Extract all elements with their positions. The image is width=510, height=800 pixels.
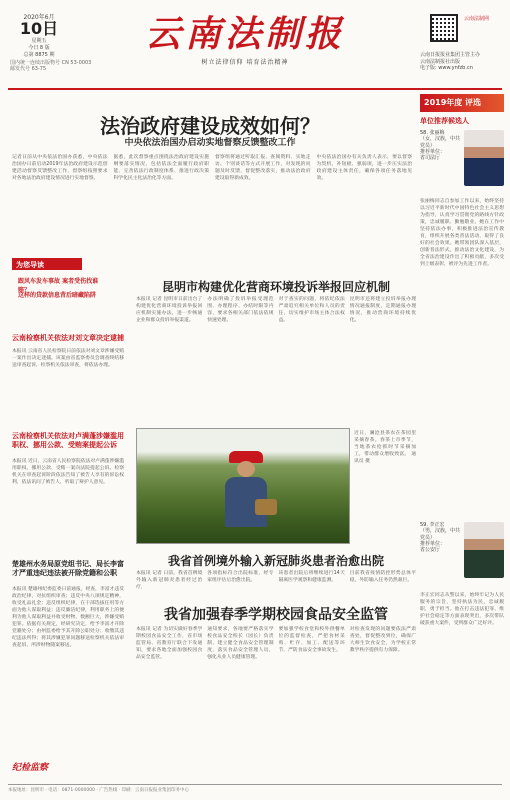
newspaper-slogan: 树立法律信仰 培育法治精神	[201, 59, 289, 66]
lead-paragraph: 督察组将通过听取汇报、查阅资料、实地走访、个别谈话等方式开展工作，对发现的问题及时反馈，督促整改落实，推动法治政府建设取得新成效。	[215, 155, 311, 181]
photo-caption: 近日，澜沧县茶农在茶园里采摘春茶。春茶上市季节，当地茶农抢抓时节采摘加工，带动群众增收致富。 通讯员 摄	[354, 431, 416, 464]
left-headline: 云南检察机关依法对卢满蓬涉嫌滥用职权、挪用公款、受贿案提起公诉	[12, 432, 124, 449]
guide-section-label: 为您导读	[12, 258, 82, 270]
guide-teaser-link[interactable]: 这样的贷款信息背后暗藏陷阱	[18, 292, 97, 299]
left-article-body: 本报讯 楚雄州纪委监委日前通报，经查，李富才违反政治纪律，对抗组织审查；违反中央八项规定精神，收受礼品礼金；违反组织纪律，在干部选拔任用等方面为他人谋取利益；违反廉洁纪律，利用职务上的便利为他人谋取利益并收受财物，数额巨大，涉嫌受贿犯罪。依据有关规定，经研究决定，给予李富才开除党籍处分；由州监委给予其开除公职处分；收缴其违纪违法所得；将其涉嫌犯罪问题移送检察机关依法审查起诉，所涉财物随案移送。	[12, 587, 124, 648]
candidate-section-title: 单位推荐候选人	[420, 117, 469, 125]
candidate-info: 58. 张丽梅 （女，汉族，中共党员） 推荐单位： 省司法厅	[420, 130, 461, 161]
issue-count: 今日 8 版 总第 8875 期	[23, 45, 55, 58]
issue-year-month: 2020年6月	[23, 14, 55, 21]
left-article-body: 本报讯 云南省人民检察院日前依法对刘文章涉嫌受贿一案作出决定逮捕。该案由省监察委员会调查终结移送审查起诉，检察机关依法审查，将依法办理。	[12, 349, 124, 368]
story-headline: 昆明市构建优化营商环境投诉举报回应机制	[161, 280, 390, 294]
story-paragraph: 通知要求，各地要严格落实学校食品安全校长（园长）负责制，建立健全食品安全管理制度，落实食品安全管理人员，强化从业人员健康管理。	[207, 627, 274, 660]
issn-info: 国内统一连续出版物号 CN 53-0003 邮发代号 63-75	[10, 60, 92, 73]
story-body	[136, 296, 416, 424]
story-paragraph: 本报讯 记者 为切实做好春季学期校园食品安全工作，省市场监管局、省教育厅联合下发通知，要求各地全面加强校园食品安全监管。	[136, 627, 203, 660]
story-paragraph: 各项指标符合出院标准，经专家组评估后治愈出院。	[207, 571, 274, 583]
story-paragraph: 昆明市还将建立投诉举报办理情况通报制度，定期通报办理情况，推动营商环境持续优化。	[349, 297, 416, 323]
story-body	[136, 570, 416, 596]
story-headline: 我省加强春季学期校园食品安全监管	[164, 607, 388, 623]
lead-article-body	[12, 154, 412, 252]
column-slogan: 纪检监察	[12, 763, 49, 773]
newspaper-title: 云南法制报	[144, 13, 345, 55]
lead-paragraph: 据悉，此次督察重点围绕法治政府建设实施纲要落实情况，包括依法全面履行政府职能、完善依法行政制度体系、推进行政决策科学化民主化法治化等方面。	[113, 155, 209, 181]
epaper-url: 电子版: www.ynfzb.cn	[420, 64, 473, 71]
left-headline: 楚雄州水务局原党组书记、局长李富才严重违纪违法被开除党籍和公职	[12, 560, 124, 577]
publisher-text: 云南日报报业集团主管主办 云南法制报社出版	[420, 52, 481, 65]
story-paragraph: 对检查发现的问题要依法严肃查处，督促整改到位，确保广大师生饮食安全，为学校正常教学秩序提供有力保障。	[349, 627, 416, 653]
date-box	[10, 12, 68, 58]
page-footer: 本报地址：昆明市 · 电话：0871-0000000 · 广告热线 · 印刷：云南日报报业集团印务中心	[8, 784, 502, 794]
story-paragraph: 本报讯 记者 日前，我省首例境外输入新冠肺炎患者经过治疗，	[136, 571, 203, 590]
photo-face	[237, 461, 255, 477]
candidate-info: 59. 李正宏 （男，汉族，中共党员） 推荐单位： 省公安厅	[420, 522, 461, 553]
website-logo: 云南法制网	[464, 16, 490, 22]
candidate-portrait	[464, 522, 504, 578]
story-paragraph: 本报讯 记者 昆明市日前出台了构建优化营商环境投诉举报回应机制实施办法，进一步畅通企业和群众投诉举报渠道。	[136, 297, 203, 323]
story-paragraph: 目前我省疫情防控形势总体平稳，外防输入任务仍然艰巨。	[349, 571, 416, 583]
lead-paragraph: 记者日前从中央依法治国办获悉，中央依法治国办日前启动2019年法治政府建设示范创建活动督察反馈整改工作，督察组按照要求对各地法治政府建设情况进行实地督察。	[12, 155, 108, 181]
story-body	[136, 626, 416, 766]
masthead-divider	[8, 88, 502, 90]
story-paragraph: 该患者出院后将继续进行14天隔离医学观察和健康监测。	[278, 571, 345, 583]
issue-day: 10日	[19, 19, 59, 38]
award-banner: 2019年度 评选	[420, 94, 504, 112]
guide-teaser-link[interactable]: 跟风车发车事故 案者受伤找谁赔？	[18, 278, 99, 294]
issue-weekday: 星期五	[31, 38, 47, 44]
story-paragraph: 办法明确了投诉举报受理范围、办理程序、办结时限等内容，要求各相关部门依法依规快速处理。	[207, 297, 274, 323]
publisher-info	[420, 46, 506, 77]
left-headline: 云南检察机关依法对刘文章决定逮捕	[12, 334, 124, 342]
lead-subheadline: 中央依法治国办启动实地督察反馈整改工作	[124, 138, 296, 148]
lead-headline: 法治政府建设成效如何？	[100, 114, 320, 138]
story-paragraph: 要加强学校食堂和校外供餐单位的监督检查，严把食材采购、贮存、加工、配送等环节，严防食品安全事故发生。	[278, 627, 345, 653]
candidate-bio: 李正宏同志从警以来，始终牢记为人民服务的宗旨，坚持执法为民，忠诚履职，勇于担当。他在打击违法犯罪、维护社会稳定等方面表现突出，多次带队破获重大案件，受到群众广泛好评。	[420, 593, 504, 626]
lead-paragraph: 中央依法治国办有关负责人表示，要以督察为契机，补短板、强弱项，进一步压实法治政府建设主体责任，确保各项任务落地见效。	[316, 155, 412, 181]
story-paragraph: 对于查实的问题，将依纪依法严肃追究相关单位和人员的责任，切实维护市场主体合法权益。	[278, 297, 345, 323]
candidate-bio: 张丽梅同志自参加工作以来，始终坚持以习近平新时代中国特色社会主义思想为指导，认真学习贯彻党的路线方针政策，忠诚履职、勤勉敬业。她在工作中坚持依法办事，积极推进法治宣传教育，组织开展各类普法活动，取得了良好的社会效果。她带领团队深入基层，创新普法形式，推动法治文化建设，为全省法治建设作出了积极贡献，多次受到上级表彰，被评为先进工作者。	[420, 199, 504, 267]
left-article-body: 本报讯 近日，云南省人民检察院依法对卢满蓬涉嫌滥用职权、挪用公款、受贿一案向法院提起公诉。检察机关在审查起诉阶段依法告知了被告人享有的诉讼权利，依法讯问了被告人，听取了辩护人意见。	[12, 459, 124, 485]
story-headline: 我省首例境外输入新冠肺炎患者治愈出院	[167, 554, 384, 568]
tea-picking-photo	[136, 428, 350, 544]
photo-basket	[255, 499, 277, 515]
qr-code-icon	[430, 14, 458, 42]
candidate-portrait	[464, 130, 504, 186]
